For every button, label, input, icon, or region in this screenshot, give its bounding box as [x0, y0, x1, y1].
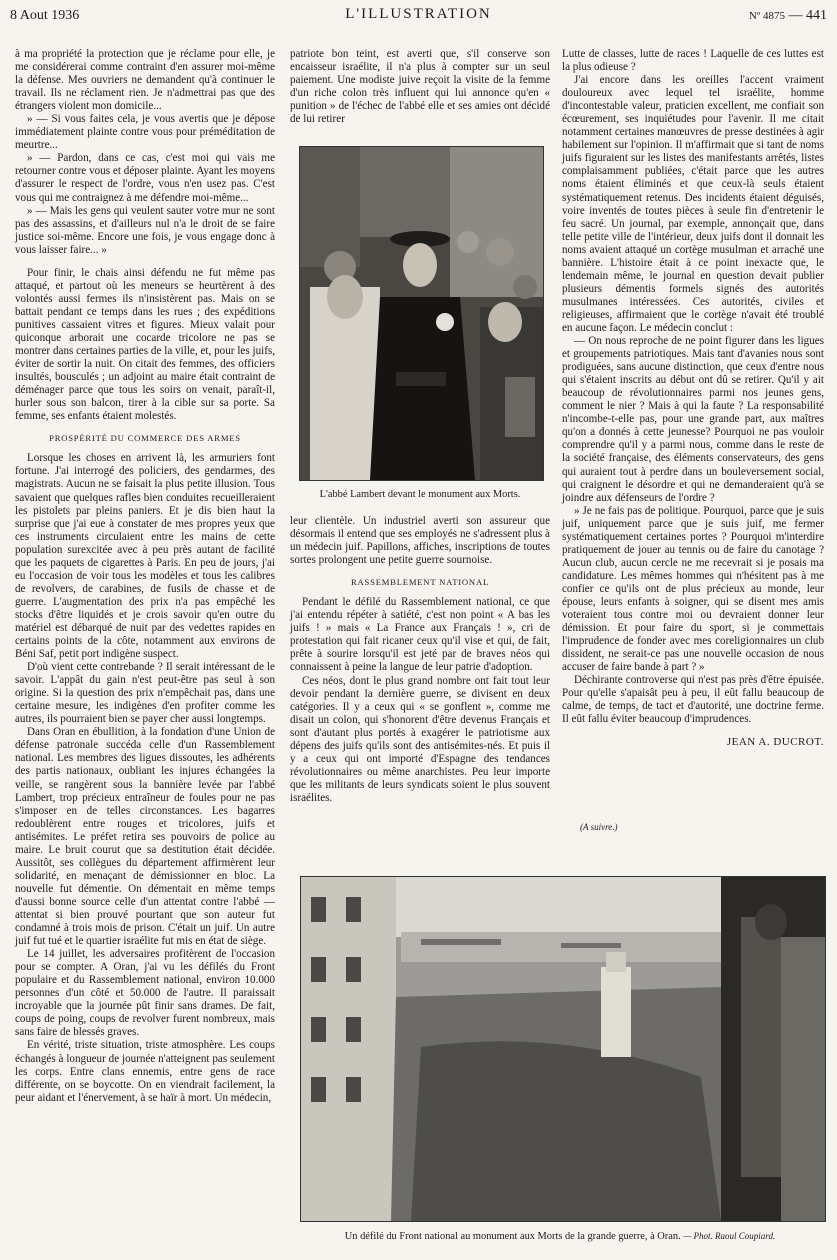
- page-number: — 441: [788, 8, 827, 23]
- paragraph: à ma propriété la protection que je réclame pour elle, je me considérerai comme contraint d'en assurer moi-même la défense. Mes ouvriers ne demandent qu'à continuer le travail. Ils ne réclament rien. Je n'admettrai pas que des étrangers violent mon domicile...: [15, 48, 275, 113]
- issue-number: Nº 4875: [748, 10, 785, 22]
- paragraph: — On nous reproche de ne point figurer dans les ligues et groupements patriotiques. Mais tant d'avanies nous sont prodiguées, sans aucune distinction, que ceux d'entre nous qui s'étaient inscrits au début ont dû se retirer. Qu'il y ait beaucoup de révolutionnaires parmi nos jeunes gens, comment le nier ? Mais à qui la faute ? La responsabilité n'incombe-t-elle pas, pour une grande part, aux maîtres qu'on a donnés à cette jeunesse? Pourquoi ne pas vouloir comprendre qu'il y a parmi nous, comme dans le reste de la société française, des éléments conservateurs, des gens qui auraient tout à perdre dans un bouleversement social, qui craignent le désordre et qui ne demanderaient qu'à se joindre aux défenseurs de l'ordre ?: [562, 335, 824, 504]
- article-column-middle-bottom: [290, 515, 550, 805]
- paragraph: Dans Oran en ébullition, à la fondation d'une Union de défense patronale succéda celle d'un Rassemblement national. Les membres des ligues dissoutes, les adhérents des partis nationaux, oubliant les injures échangées la veille, se rangèrent sous la bannière levée par l'abbé Lambert, trop précieux entraîneur de foules pour ne pas s'imposer en de telles circonstances. Les bagarres redoublèrent entre rouges et tricolores, juifs et antisémites. Le préfet retira ses pouvoirs de police au maire. Le bruit courut que sa destitution était décidée. Aussitôt, ses collègues du département affirmèrent leur solidarité, en menaçant de démissionner en bloc. La nouvelle fut démentie. On démentait en même temps d'aussi bonne source celle d'un attentat contre l'abbé — attentat si bien prouvé pourtant que son auteur fut condamné à trois mois de prison. C'était un juif. Un autre juif fut tué et le quartier israélite fut mis en état de siège.: [15, 726, 275, 948]
- article-column-right: [562, 48, 824, 749]
- paragraph: Lorsque les choses en arrivent là, les armuriers font fortune. J'ai interrogé des policiers, des gendarmes, des magistrats. Aucun ne se faisait la plus petite illusion. Tous savaient que quelques rafles bien conduites recueilleraient les pistolets par pleins paniers. Et je dis bien haut la surprise que j'ai eue à constater de mes propres yeux que ces instruments circulaient entre les mains de cette population surexcitée avec à peu près autant de facilité que les paquets de cigarettes à Paris. En peu de jours, j'ai eu l'occasion de voir tous les modèles et tous les calibres de revolvers, de carabines, de fusils de chasse et de guerre. L'augmentation des prix n'a pas empêché les stocks d'être liquidés et je crois savoir qu'en outre du matériel est débarqué de nuit par des vedettes rapides en certains points de la côte, notamment aux environs de Béni Saf, petit port indigène suspect.: [15, 452, 275, 661]
- magazine-title: L'ILLUSTRATION: [345, 6, 492, 22]
- paragraph: D'où vient cette contrebande ? Il serait intéressant de le savoir. L'appât du gain n'est peut-être pas seul à son origine. Si la question des prix n'empêchait pas, dans une certaine mesure, les indigènes d'en profiter comme les autres, ils pourraient bien se payer cher aussi longtemps.: [15, 661, 275, 726]
- photo-oran-parade: [300, 876, 826, 1222]
- section-heading: PROSPÉRITÉ DU COMMERCE DES ARMES: [49, 433, 241, 444]
- paragraph: Le 14 juillet, les adversaires profitèrent de l'occasion pour se compter. A Oran, j'ai vu les défilés du Front populaire et du Rassemblement national, environ 10.000 personnes d'un côté et 50.000 de l'autre. Il paraissait incroyable que la journée pût finir sans drames. De fait, coups de poing, coups de revolver furent nombreux, mais sans faire de blessés graves.: [15, 948, 275, 1039]
- header-issue-page: [749, 8, 827, 24]
- photo-abbe-lambert-image: [300, 147, 543, 480]
- to-be-continued-note: (A suivre.): [580, 822, 618, 832]
- paragraph: En vérité, triste situation, triste atmosphère. Les coups échangés à longueur de journée n'atteignent pas seulement les corps. Entre clans ennemis, entre gens de race différente, on se boycotte. On en viendrait facilement, la peur aidant et l'énervement, à se haïr à mort. Un médecin,: [15, 1039, 275, 1104]
- photo-oran-parade-caption: [290, 1231, 830, 1242]
- article-column-middle-top: [290, 48, 550, 126]
- section-heading: RASSEMBLEMENT NATIONAL: [351, 577, 489, 588]
- paragraph: Pendant le défilé du Rassemblement national, ce que j'ai entendu répéter à satiété, c'est non point « A bas les juifs ! » mais « La France aux Français ! », cri de protestation qui fait ricaner ceux qu'il vise et qui, de fait, prête à sourire lorsqu'il est jeté par de braves néos qui connaissent à peine la langue de leur patrie d'adoption.: [290, 596, 550, 674]
- paragraph: Ces néos, dont le plus grand nombre ont fait tout leur devoir pendant la dernière guerre, se divisent en deux catégories. Il y a ceux qui « se gonflent », comme me disait un colon, qui s'honorent d'être devenus Français et sont d'autant plus portés à exagérer le patriotisme aux dépens des juifs qu'ils sont des antisémites-nés. Et puis il y a ceux qui ont importé d'Espagne des tendances révolutionnaires ou même anarchistes. Peu leur importe que les militants de leurs syndicats soient le plus souvent israélites.: [290, 674, 550, 804]
- paragraph: J'ai encore dans les oreilles l'accent vraiment douloureux avec lequel tel israélite, homme d'incontestable valeur, praticien excellent, me confiait son écœurement, ses inquiétudes pour l'avenir. Il me citait notamment certaines manœuvres de presse destinées à agir habilement sur l'opinion. Il m'affirmait que si tant de noms juifs figuraient sur les listes des manifestants arrêtés, listes complaisamment publiées, c'était parce que les autres noms étaient éliminés et que ceux-là seuls étaient systématiquement retenus. Des incidents étaient déguisés, voire inventés de toutes pièces à seule fin d'entretenir le feu sacré. Un journal, par exemple, annonçait que, dans telle petite ville de l'intérieur, deux juifs dont il donnait les noms avaient attaqué un cortège musulman et arraché une bannière. L'histoire était à ce point inexacte que, le lendemain même, le journal en question devait publier plusieurs démentis formels signés des autorités musulmanes intéressées. Ces autorités, civiles et religieuses, affirmaient que le cortège n'avait été troublé en aucune façon. Le médecin conclut :: [562, 74, 824, 334]
- paragraph: » — Mais les gens qui veulent sauter votre mur ne sont pas des assassins, et d'ailleurs nul n'a le droit de se faire justice soi-même. Encore une fois, je vous engage donc à vous laisser faire... »: [15, 204, 275, 256]
- paragraph: » Je ne fais pas de politique. Pourquoi, parce que je suis juif, uniquement parce que je suis juif, me fermer systématiquement certaines portes ? Pourquoi m'interdire pratiquement de jouer au tennis ou de faire du canotage ? Aucun club, aucun cercle ne me recevrait si je posais ma candidature. Les mêmes hommes qui n'hésitent pas à me confier ce qu'ils ont de plus précieux au monde, leur épouse, leurs enfants à soigner, qui se disent mes amis voteraient tous contre moi ou devraient donner leur démission. Et pour faire du sport, si je commettais l'imprudence de fonder avec mes coreligionnaires un club dissident, ne serait-ce pas une nouvelle occasion de nous accuser de faire bande à part ? »: [562, 504, 824, 674]
- page-header: [0, 0, 837, 28]
- article-column-left: [15, 48, 275, 1105]
- caption-text: Un défilé du Front national au monument aux Morts de la grande guerre, à Oran.: [344, 1231, 681, 1242]
- photo-abbe-lambert-caption: L'abbé Lambert devant le monument aux Morts.: [319, 489, 521, 500]
- photo-credit: — Phot. Raoul Coupiard.: [683, 1231, 776, 1241]
- paragraph: Lutte de classes, lutte de races ! Laquelle de ces luttes est la plus odieuse ?: [562, 48, 824, 74]
- paragraph: Pour finir, le chais ainsi défendu ne fut même pas attaqué, et partout où les meneurs se heurtèrent à des volontés aussi fermes ils n'insistèrent pas. Mais on se battait pendant ce temps dans les rues ; des expéditions punitives cassaient vitres et figures. Mieux valait pour quiconque arborait une cocarde tricolore ne pas se montrer dans certaines parties de la ville, et, pour les juifs, éviter de sortir la nuit. On citait des femmes, des officiers insultés, bousculés ; un adjoint au maire était contraint de déménager parce que tous les soirs on venait, paraît-il, hurler sous son balcon, tirer à la cible sur sa porte. Sa femme, ses enfants étaient molestés.: [15, 266, 275, 423]
- paragraph: leur clientèle. Un industriel averti son assureur que désormais il entend que ses employés ne s'adressent plus à un médecin juif. Papillons, affiches, inscriptions de toutes sortes prolongent une petite guerre sournoise.: [290, 515, 550, 567]
- paragraph: Déchirante controverse qui n'est pas près d'être épuisée. Pour qu'elle s'apaisât peu à peu, il eût fallu beaucoup de calme, de temps, de tact et d'autorité, une doctrine ferme. Il eût fallu éviter beaucoup d'imprudences.: [562, 674, 824, 726]
- paragraph: » — Si vous faites cela, je vous avertis que je dépose immédiatement plainte contre vous pour préméditation de meurtre...: [15, 113, 275, 152]
- author-signature: JEAN A. DUCROT.: [726, 736, 824, 749]
- header-date: 8 Aout 1936: [10, 8, 80, 23]
- paragraph: patriote bon teint, est averti que, s'il conserve son encaisseur israélite, il n'a plus à compter sur un seul paiement. Une modiste juive reçoit la visite de la femme d'un riche colon très influent qui lui annonce qu'en « punition » de l'échec de l'abbé elle et ses amies ont décidé de lui retirer: [290, 48, 550, 126]
- photo-oran-parade-image: [301, 877, 825, 1221]
- paragraph: » — Pardon, dans ce cas, c'est moi qui vais me retourner contre vous et déposer plainte. Ayant les moyens d'assurer le respect de l'ordre, vous n'en usez pas. C'est vous qui me contraignez à me défendre moi-même...: [15, 152, 275, 204]
- photo-abbe-lambert: [299, 146, 544, 481]
